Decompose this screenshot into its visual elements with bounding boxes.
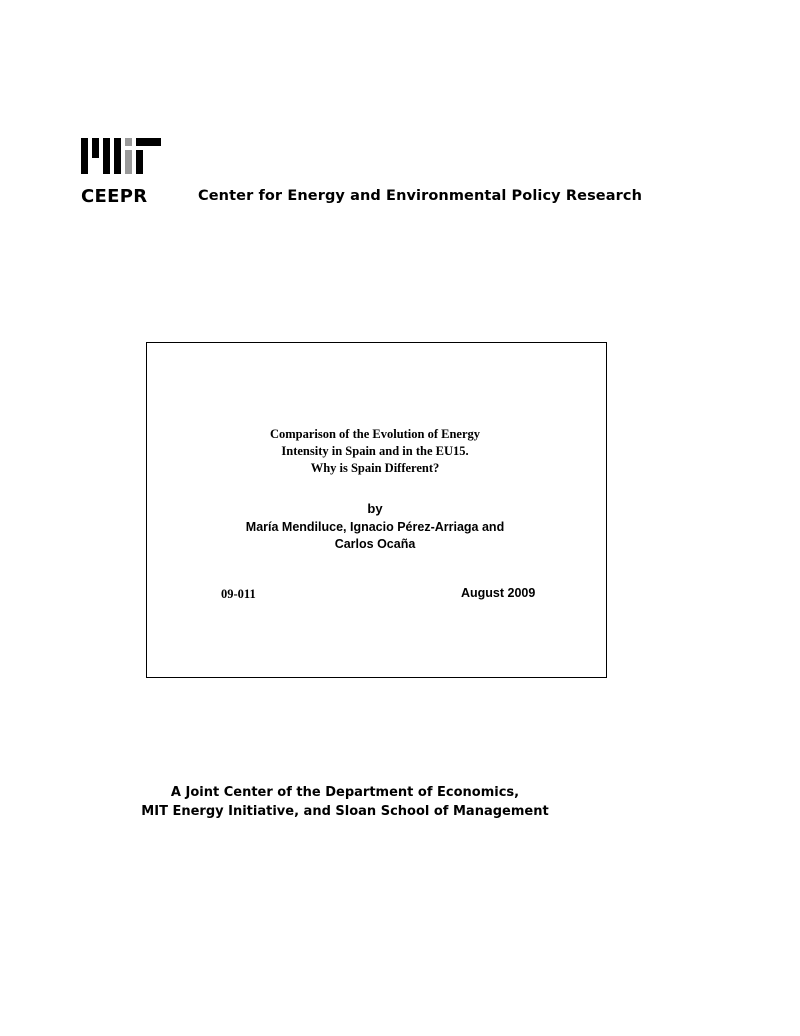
- logo-bar-m4: [114, 138, 121, 174]
- by-label: by: [367, 501, 383, 516]
- logo-bar-t-stem: [136, 150, 143, 174]
- paper-title-line: Why is Spain Different?: [310, 461, 440, 475]
- logo-bar-t-top: [136, 138, 161, 146]
- org-name: Center for Energy and Environmental Policy Research: [198, 188, 642, 204]
- author-line: Carlos Ocaña: [334, 537, 416, 551]
- paper-title-line: Comparison of the Evolution of Energy: [269, 427, 481, 441]
- footer-line: A Joint Center of the Department of Economics,: [170, 785, 520, 800]
- org-abbreviation: CEEPR: [81, 186, 148, 207]
- paper-title: [0, 426, 750, 477]
- author-list: [0, 519, 750, 553]
- paper-number: 09-011: [221, 587, 256, 601]
- footer-line: MIT Energy Initiative, and Sloan School of Management: [141, 804, 549, 819]
- mit-logo: [81, 138, 161, 174]
- paper-title-line: Intensity in Spain and in the EU15.: [281, 444, 469, 458]
- logo-bar-i-dot: [125, 138, 132, 146]
- author-line: María Mendiluce, Ignacio Pérez-Arriaga and: [245, 520, 505, 534]
- footer-affiliation: [0, 783, 690, 821]
- logo-bar-m1: [81, 138, 88, 174]
- logo-bar-i: [125, 150, 132, 174]
- paper-date: August 2009: [461, 586, 536, 600]
- logo-bar-m3: [103, 138, 110, 174]
- logo-bar-m2: [92, 138, 99, 158]
